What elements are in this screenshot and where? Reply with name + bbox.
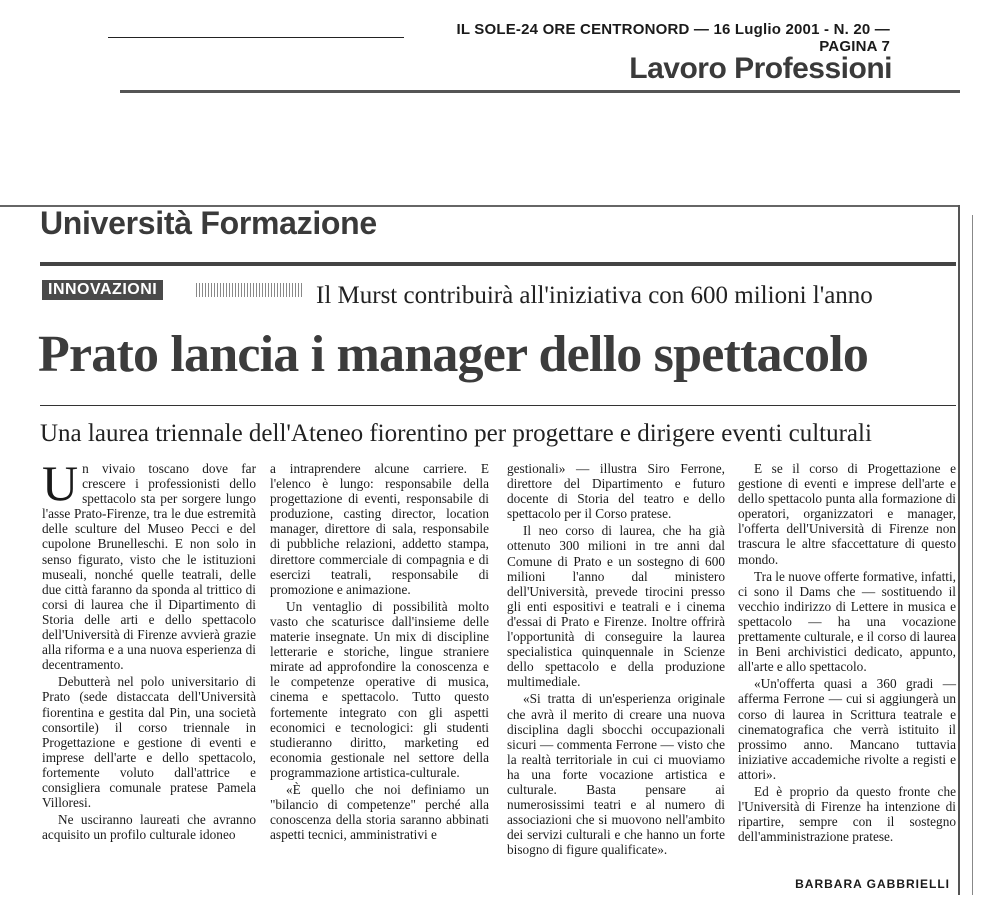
clipping-far-right-edge — [972, 215, 973, 895]
headline: Prato lancia i manager dello spettacolo — [38, 326, 869, 383]
article-paragraph: gestionali» — illustra Siro Ferrone, direttore del Dipartimento e futuro docente di Storia del teatro e dello spettacolo per il Corso pratese. — [507, 461, 725, 522]
clipping-right-border — [958, 205, 960, 895]
article-paragraph: Il neo corso di laurea, che ha già ottenuto 300 milioni in tre anni dal Comune di Prato e un sostegno di 600 milioni l'anno dal ministero dell'Università, prevede tirocini presso gli enti espositivi e teatrali e i cinema d'essai di Prato e Firenze. Inoltre offrirà l'opportunità di conseguire la laurea specialistica quinquennale in Scienze dello spettacolo e della produzione multimediale. — [507, 523, 725, 690]
article-paragraph: a intraprendere alcune carriere. E l'elenco è lungo: responsabile della progettazione di eventi, responsabile di produzione, casting director, location manager, direttore di sala, responsabile di pubbliche relazioni, addetto stampa, direttore commerciale di compagnia e di esercizi teatrali, responsabile di promozione e animazione. — [270, 461, 489, 597]
article-paragraph: «Un'offerta quasi a 360 gradi — afferma Ferrone — cui si aggiungerà un corso di laurea in Scrittura teatrale e cinematografica che verrà istituito il prossimo anno. Mancano tuttavia iniziative accademiche rivolte a registi e attori». — [738, 676, 956, 782]
article-column-3 — [507, 461, 725, 857]
article-paragraph: «Si tratta di un'esperienza originale che avrà il merito di creare una nuova disciplina dagli sbocchi occupazionali sicuri — commenta Ferrone — visto che la realtà territoriale in cui ci muoviamo ha una forte vocazione artistica e culturale. Basta pensare ai numerosissimi teatri e al numero di associazioni che si muovono nell'ambito dei servizi culturali e che hanno un forte bisogno di figure qualificate». — [507, 691, 725, 858]
article-paragraph: Tra le nuove offerte formative, infatti, ci sono il Dams che — sostituendo il vecchio indirizzo di Lettere in musica e spettacolo — ha una vocazione prettamente culturale, e il corso di laurea in Beni archivistici dedicato, appunto, all'arte e allo spettacolo. — [738, 568, 956, 675]
article-paragraph: Un vivaio toscano dove far crescere i professionisti dello spettacolo sta per sorgere lungo l'asse Prato-Firenze, tra le due estremità delle sculture del Museo Pecci e del cupolone Brunelleschi. E non solo in senso figurato, visto che le istituzioni museali, nonché quelle teatrali, delle due città faranno da sponda al trittico di corsi di laurea che il Dipartimento di Storia delle arti e dello spettacolo dell'Università di Firenze avvierà grazie alla riforma e a una nuova esperienza di decentramento. — [42, 455, 256, 673]
article-column-4 — [738, 461, 956, 844]
article-column-2 — [270, 461, 489, 842]
subheadline: Il Murst contribuirà all'iniziativa con 600 milioni l'anno — [316, 282, 873, 309]
article-paragraph: Debutterà nel polo universitario di Prato (sede distaccata dell'Università fiorentina e gestita dal Pin, una società consortile) il corso triennale in Progettazione e gestione di eventi e imprese dell'arte e dello spettacolo, fortemente voluto dall'attrice e consigliera comunale pratese Pamela Villoresi. — [42, 674, 256, 811]
article-paragraph: «È quello che noi definiamo un "bilancio di competenze" perché alla conoscenza della storia saranno abbinati aspetti tecnici, amministrativi e — [270, 781, 489, 843]
kicker-hatch-band — [196, 283, 304, 297]
masthead-rule-left — [108, 37, 404, 38]
headline-rule — [40, 405, 956, 406]
article-paragraph: Un ventaglio di possibilità molto vasto che scaturisce dall'insieme delle materie insegnate. Un mix di discipline letterarie e storiche, lingue straniere mirate ad approfondire la conoscenza e le competenze operative di musica, cinema e spettacolo. Tutto questo fortemente integrato con gli aspetti economici e tecnologici: gli studenti studieranno diritto, marketing ed economia gestionale nel settore della programmazione artistica-culturale. — [270, 598, 489, 780]
section-title-lavoro: Lavoro Professioni — [629, 52, 892, 85]
article-paragraph: Ne usciranno laureati che avranno acquisito un profilo culturale idoneo — [42, 812, 256, 843]
article-paragraph: Ed è proprio da questo fronte che l'Università di Firenze ha intenzione di ripartire, sempre con il sostegno dell'amministrazione pratese. — [738, 783, 956, 845]
masthead: IL SOLE-24 ORE CENTRONORD — 16 Luglio 2001 - N. 20 — PAGINA 7 — [456, 21, 890, 55]
section-top-rule — [120, 90, 960, 93]
kicker-label: INNOVAZIONI — [42, 280, 163, 300]
article-paragraph: E se il corso di Progettazione e gestione di eventi e imprese dell'arte e dello spettacolo punta alla formazione di operatori, organizzatori e manager, l'offerta dell'Università di Firenze non trascura le altre sfaccettature di questo mondo. — [738, 461, 956, 567]
section-title-universita: Università Formazione — [40, 205, 377, 241]
deck: Una laurea triennale dell'Ateneo fiorentino per progettare e dirigere eventi culturali — [40, 420, 872, 447]
section-univ-rule — [40, 262, 956, 266]
drop-cap: U — [42, 455, 79, 511]
byline: BARBARA GABBRIELLI — [795, 877, 950, 891]
article-column-1 — [42, 455, 256, 843]
